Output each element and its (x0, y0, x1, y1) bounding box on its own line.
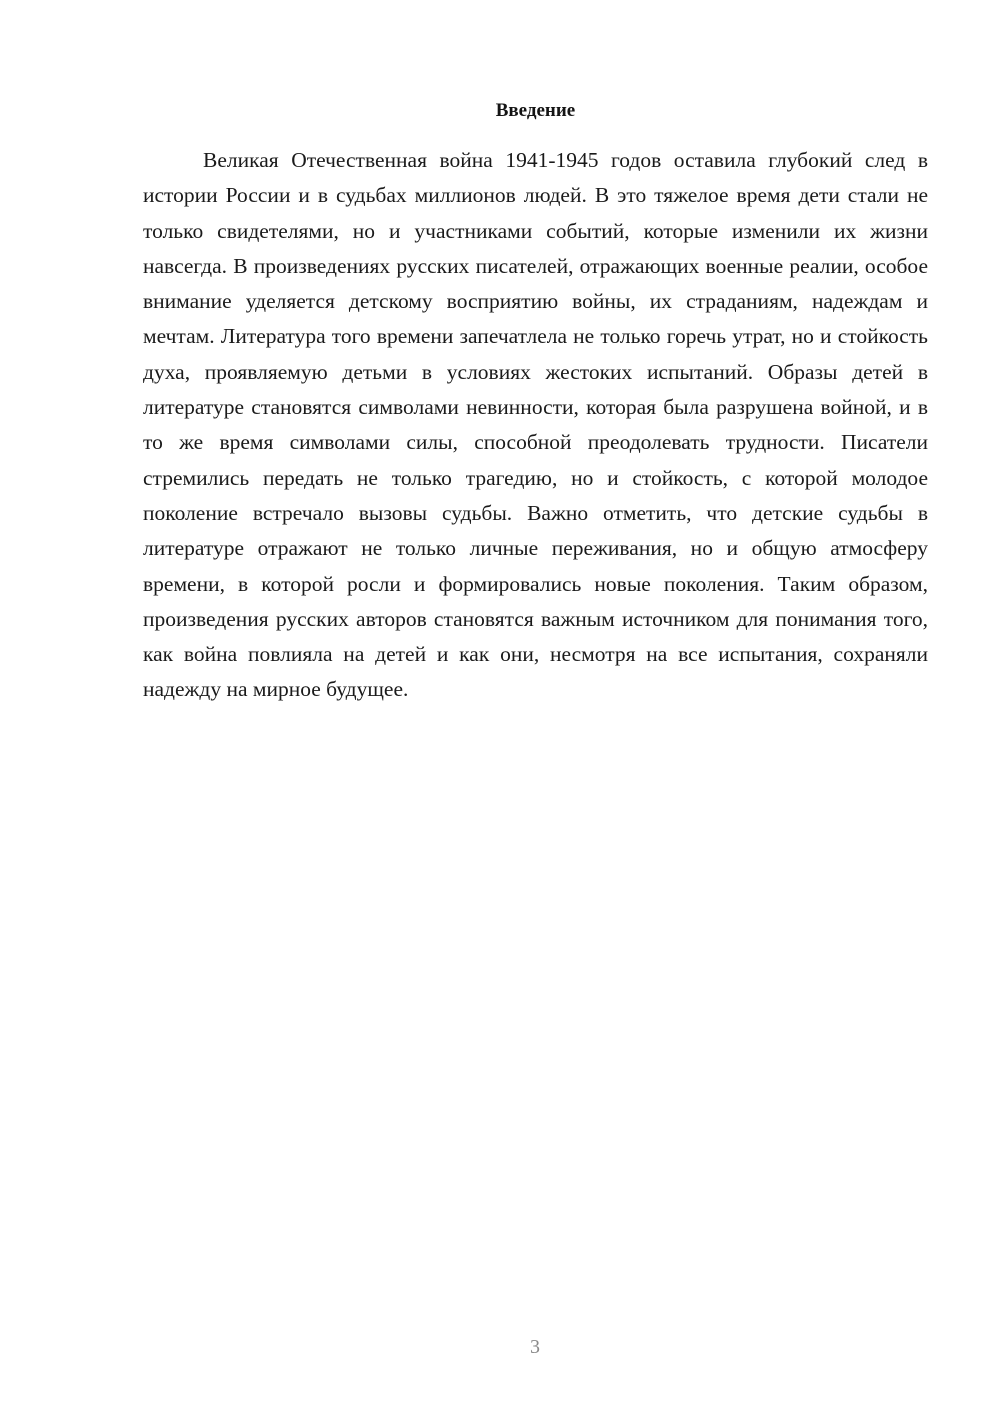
page-number: 3 (530, 1336, 540, 1358)
body-paragraph: Великая Отечественная война 1941-1945 годов оставила глубокий след в истории России и в судьбах миллионов людей. В это тяжелое время дети стали не только свидетелями, но и участниками событий, которые изменили их жизни навсегда. В произведениях русских писателей, отражающих военные реалии, особое внимание уделяется детскому восприятию войны, их страданиям, надеждам и мечтам. Литература того времени запечатлела не только горечь утрат, но и стойкость духа, проявляемую детьми в условиях жестоких испытаний. Образы детей в литературе становятся символами невинности, которая была разрушена войной, и в то же время символами силы, способной преодолевать трудности. Писатели стремились передать не только трагедию, но и стойкость, с которой молодое поколение встречало вызовы судьбы. Важно отметить, что детские судьбы в литературе отражают не только личные переживания, но и общую атмосферу времени, в которой росли и формировались новые поколения. Таким образом, произведения русских авторов становятся важным источником для понимания того, как война повлияла на детей и как они, несмотря на все испытания, сохраняли надежду на мирное будущее. (143, 148, 928, 702)
section-heading: Введение (495, 100, 576, 121)
